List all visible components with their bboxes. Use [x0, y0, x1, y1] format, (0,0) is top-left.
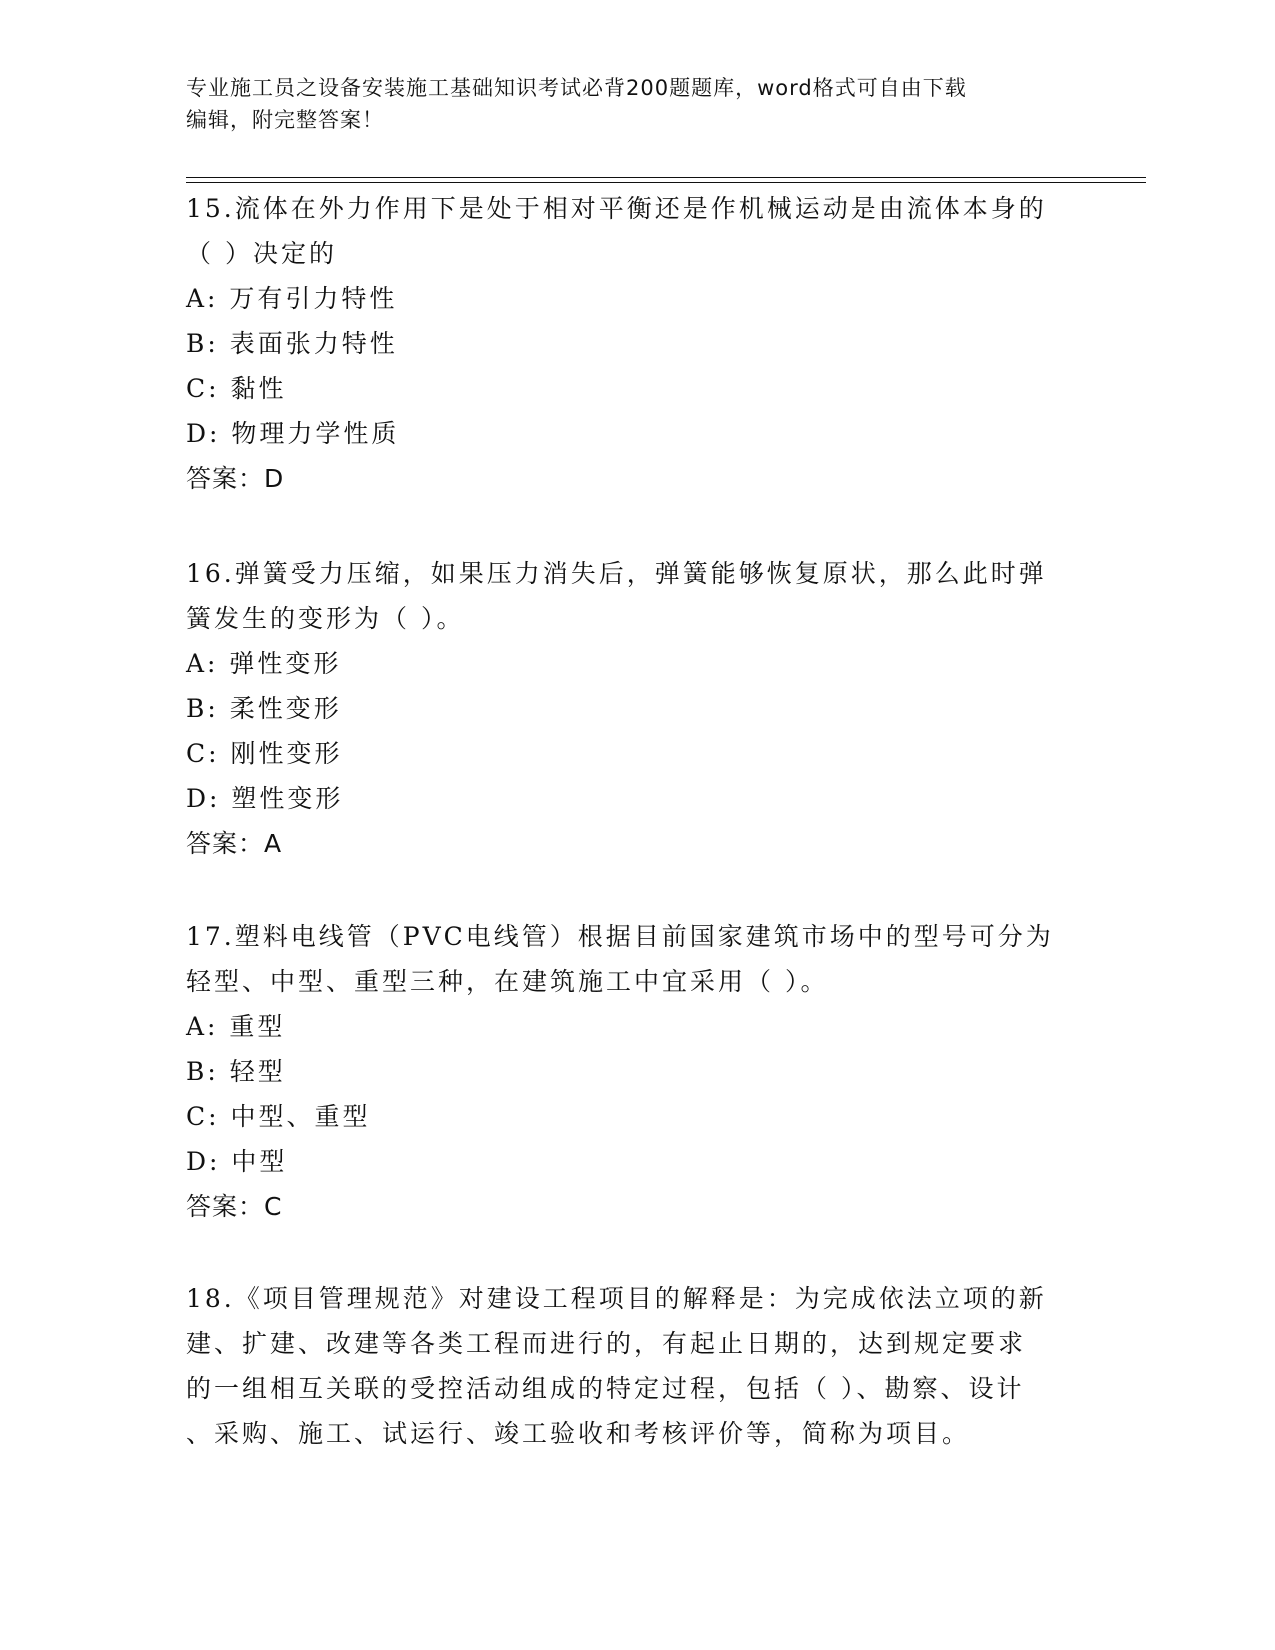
answer: 答案：C	[186, 1192, 283, 1221]
option-b: B: 柔性变形	[186, 694, 342, 723]
option-d: D: 物理力学性质	[186, 419, 400, 448]
option-d: D: 中型	[186, 1147, 288, 1176]
question-stem-line: 轻型、中型、重型三种，在建筑施工中宜采用（ ）。	[186, 967, 829, 996]
option-c: C: 黏性	[186, 374, 287, 403]
question-stem-line: （ ）决定的	[186, 239, 337, 268]
option-a: A: 重型	[186, 1012, 286, 1041]
question-16	[186, 551, 1066, 866]
question-18	[186, 1276, 1066, 1456]
option-a: A: 万有引力特性	[186, 284, 398, 313]
option-d: D: 塑性变形	[186, 784, 344, 813]
option-c: C: 中型、重型	[186, 1102, 371, 1131]
question-stem-line: 簧发生的变形为（ ）。	[186, 604, 465, 633]
answer: 答案：D	[186, 464, 285, 493]
header-divider-top	[186, 177, 1146, 178]
question-stem-line: 18.《项目管理规范》对建设工程项目的解释是：为完成依法立项的新	[186, 1284, 1047, 1313]
option-a: A: 弹性变形	[186, 649, 342, 678]
header-line-2: 编辑，附完整答案！	[186, 108, 384, 132]
answer: 答案：A	[186, 829, 283, 858]
question-17	[186, 914, 1066, 1229]
question-stem-line: 、采购、施工、试运行、竣工验收和考核评价等，简称为项目。	[186, 1419, 971, 1448]
question-stem-line: 的一组相互关联的受控活动组成的特定过程，包括（ ）、勘察、设计	[186, 1374, 1025, 1403]
document-header	[186, 72, 1086, 136]
question-stem-line: 15.流体在外力作用下是处于相对平衡还是作机械运动是由流体本身的	[186, 194, 1047, 223]
header-line-1: 专业施工员之设备安装施工基础知识考试必背200题题库，word格式可自由下载	[186, 76, 967, 100]
question-stem-line: 17.塑料电线管（PVC电线管）根据目前国家建筑市场中的型号可分为	[186, 922, 1054, 951]
question-stem-line: 建、扩建、改建等各类工程而进行的，有起止日期的，达到规定要求	[186, 1329, 1027, 1358]
option-c: C: 刚性变形	[186, 739, 343, 768]
question-stem-line: 16.弹簧受力压缩，如果压力消失后，弹簧能够恢复原状，那么此时弹	[186, 559, 1047, 588]
option-b: B: 轻型	[186, 1057, 286, 1086]
header-divider-bottom	[186, 182, 1146, 183]
question-15	[186, 186, 1066, 501]
option-b: B: 表面张力特性	[186, 329, 398, 358]
